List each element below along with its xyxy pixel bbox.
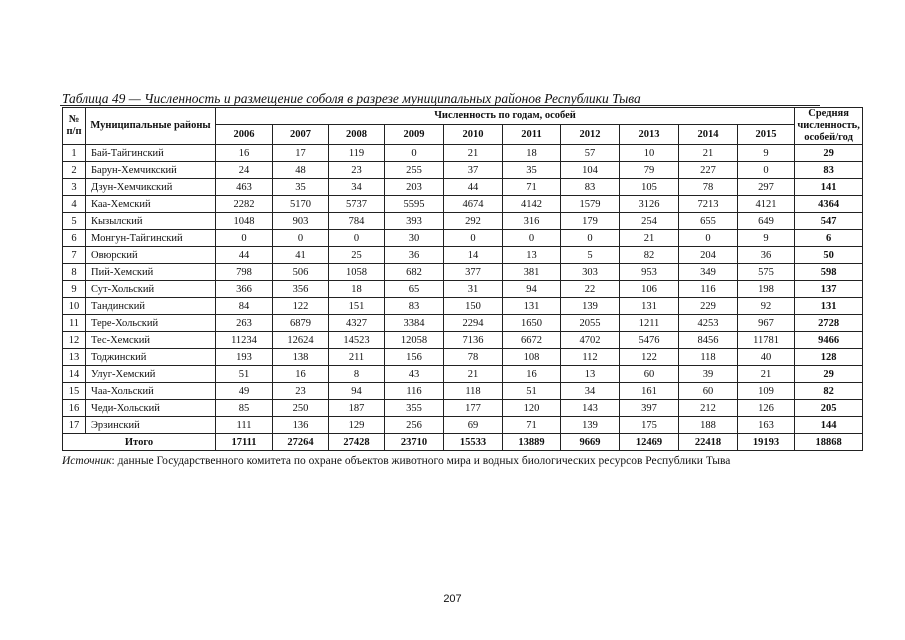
row-number-cell: 2 xyxy=(63,162,86,179)
year-value-cell: 798 xyxy=(216,264,273,281)
year-value-cell: 3126 xyxy=(620,196,679,213)
year-value-cell: 903 xyxy=(273,213,329,230)
total-value-cell: 27264 xyxy=(273,434,329,451)
year-value-cell: 297 xyxy=(738,179,795,196)
source-text: : данные Государственного комитета по охране объектов животного мира и водных биологических ресурсов Республики Тыва xyxy=(111,455,731,467)
header-year: 2006 xyxy=(216,125,273,145)
district-name-cell: Тере-Хольский xyxy=(86,315,216,332)
year-value-cell: 381 xyxy=(503,264,561,281)
year-value-cell: 21 xyxy=(444,366,503,383)
row-number-cell: 1 xyxy=(63,145,86,162)
year-value-cell: 393 xyxy=(385,213,444,230)
year-value-cell: 40 xyxy=(738,349,795,366)
year-value-cell: 5170 xyxy=(273,196,329,213)
year-value-cell: 179 xyxy=(561,213,620,230)
district-name-cell: Улуг-Хемский xyxy=(86,366,216,383)
total-value-cell: 23710 xyxy=(385,434,444,451)
source-note xyxy=(62,455,730,467)
year-value-cell: 21 xyxy=(738,366,795,383)
year-value-cell: 682 xyxy=(385,264,444,281)
year-value-cell: 44 xyxy=(444,179,503,196)
year-value-cell: 5 xyxy=(561,247,620,264)
year-value-cell: 17 xyxy=(273,145,329,162)
average-cell: 205 xyxy=(795,400,863,417)
year-value-cell: 2055 xyxy=(561,315,620,332)
year-value-cell: 11234 xyxy=(216,332,273,349)
year-value-cell: 4327 xyxy=(329,315,385,332)
table-row xyxy=(63,400,863,417)
year-value-cell: 18 xyxy=(329,281,385,298)
row-number-cell: 15 xyxy=(63,383,86,400)
year-value-cell: 139 xyxy=(561,298,620,315)
year-value-cell: 4674 xyxy=(444,196,503,213)
total-value-cell: 27428 xyxy=(329,434,385,451)
year-value-cell: 349 xyxy=(679,264,738,281)
table-row xyxy=(63,281,863,298)
year-value-cell: 355 xyxy=(385,400,444,417)
year-value-cell: 21 xyxy=(444,145,503,162)
year-value-cell: 193 xyxy=(216,349,273,366)
total-value-cell: 19193 xyxy=(738,434,795,451)
year-value-cell: 104 xyxy=(561,162,620,179)
row-number-cell: 17 xyxy=(63,417,86,434)
year-value-cell: 39 xyxy=(679,366,738,383)
table-row xyxy=(63,213,863,230)
year-value-cell: 36 xyxy=(385,247,444,264)
year-value-cell: 122 xyxy=(620,349,679,366)
year-value-cell: 1650 xyxy=(503,315,561,332)
year-value-cell: 36 xyxy=(738,247,795,264)
year-value-cell: 5737 xyxy=(329,196,385,213)
year-value-cell: 8 xyxy=(329,366,385,383)
row-number-cell: 8 xyxy=(63,264,86,281)
year-value-cell: 16 xyxy=(273,366,329,383)
year-value-cell: 49 xyxy=(216,383,273,400)
average-cell: 137 xyxy=(795,281,863,298)
row-number-cell: 6 xyxy=(63,230,86,247)
district-name-cell: Тандинский xyxy=(86,298,216,315)
year-value-cell: 0 xyxy=(385,145,444,162)
total-value-cell: 9669 xyxy=(561,434,620,451)
table-row xyxy=(63,247,863,264)
header-year: 2015 xyxy=(738,125,795,145)
table-row xyxy=(63,315,863,332)
header-year: 2007 xyxy=(273,125,329,145)
year-value-cell: 109 xyxy=(738,383,795,400)
year-value-cell: 151 xyxy=(329,298,385,315)
year-value-cell: 784 xyxy=(329,213,385,230)
year-value-cell: 37 xyxy=(444,162,503,179)
year-value-cell: 10 xyxy=(620,145,679,162)
total-label-cell: Итого xyxy=(63,434,216,451)
year-value-cell: 79 xyxy=(620,162,679,179)
district-name-cell: Сут-Хольский xyxy=(86,281,216,298)
year-value-cell: 163 xyxy=(738,417,795,434)
year-value-cell: 82 xyxy=(620,247,679,264)
year-value-cell: 0 xyxy=(329,230,385,247)
year-value-cell: 24 xyxy=(216,162,273,179)
district-name-cell: Каа-Хемский xyxy=(86,196,216,213)
year-value-cell: 250 xyxy=(273,400,329,417)
row-number-cell: 14 xyxy=(63,366,86,383)
page-number: 207 xyxy=(443,593,462,605)
year-value-cell: 211 xyxy=(329,349,385,366)
row-number-cell: 10 xyxy=(63,298,86,315)
year-value-cell: 3384 xyxy=(385,315,444,332)
row-number-cell: 9 xyxy=(63,281,86,298)
table-row xyxy=(63,383,863,400)
year-value-cell: 139 xyxy=(561,417,620,434)
table-row xyxy=(63,264,863,281)
year-value-cell: 71 xyxy=(503,417,561,434)
total-value-cell: 13889 xyxy=(503,434,561,451)
year-value-cell: 35 xyxy=(503,162,561,179)
year-value-cell: 9 xyxy=(738,145,795,162)
year-value-cell: 227 xyxy=(679,162,738,179)
year-value-cell: 57 xyxy=(561,145,620,162)
year-value-cell: 204 xyxy=(679,247,738,264)
year-value-cell: 34 xyxy=(561,383,620,400)
year-value-cell: 187 xyxy=(329,400,385,417)
year-value-cell: 11781 xyxy=(738,332,795,349)
year-value-cell: 649 xyxy=(738,213,795,230)
year-value-cell: 0 xyxy=(738,162,795,179)
year-value-cell: 16 xyxy=(503,366,561,383)
year-value-cell: 967 xyxy=(738,315,795,332)
average-cell: 9466 xyxy=(795,332,863,349)
year-value-cell: 2294 xyxy=(444,315,503,332)
year-value-cell: 131 xyxy=(503,298,561,315)
year-value-cell: 16 xyxy=(216,145,273,162)
year-value-cell: 575 xyxy=(738,264,795,281)
header-district: Муниципальные районы xyxy=(86,108,216,145)
year-value-cell: 60 xyxy=(679,383,738,400)
year-value-cell: 21 xyxy=(620,230,679,247)
header-year: 2012 xyxy=(561,125,620,145)
year-value-cell: 34 xyxy=(329,179,385,196)
year-value-cell: 188 xyxy=(679,417,738,434)
year-value-cell: 120 xyxy=(503,400,561,417)
year-value-cell: 4121 xyxy=(738,196,795,213)
district-name-cell: Чеди-Хольский xyxy=(86,400,216,417)
sable-population-table xyxy=(62,107,863,451)
district-name-cell: Дзун-Хемчикский xyxy=(86,179,216,196)
year-value-cell: 48 xyxy=(273,162,329,179)
year-value-cell: 5595 xyxy=(385,196,444,213)
header-year: 2010 xyxy=(444,125,503,145)
average-cell: 141 xyxy=(795,179,863,196)
year-value-cell: 22 xyxy=(561,281,620,298)
header-year: 2008 xyxy=(329,125,385,145)
year-value-cell: 198 xyxy=(738,281,795,298)
year-value-cell: 60 xyxy=(620,366,679,383)
year-value-cell: 156 xyxy=(385,349,444,366)
year-value-cell: 112 xyxy=(561,349,620,366)
year-value-cell: 143 xyxy=(561,400,620,417)
average-cell: 82 xyxy=(795,383,863,400)
year-value-cell: 25 xyxy=(329,247,385,264)
year-value-cell: 83 xyxy=(561,179,620,196)
year-value-cell: 94 xyxy=(503,281,561,298)
row-number-cell: 7 xyxy=(63,247,86,264)
district-name-cell: Тоджинский xyxy=(86,349,216,366)
header-years-group: Численность по годам, особей xyxy=(216,108,795,125)
year-value-cell: 116 xyxy=(679,281,738,298)
district-name-cell: Бай-Тайгинский xyxy=(86,145,216,162)
total-average-cell: 18868 xyxy=(795,434,863,451)
year-value-cell: 292 xyxy=(444,213,503,230)
year-value-cell: 116 xyxy=(385,383,444,400)
year-value-cell: 131 xyxy=(620,298,679,315)
year-value-cell: 0 xyxy=(503,230,561,247)
year-value-cell: 203 xyxy=(385,179,444,196)
table-row xyxy=(63,417,863,434)
year-value-cell: 35 xyxy=(273,179,329,196)
year-value-cell: 1211 xyxy=(620,315,679,332)
header-year: 2013 xyxy=(620,125,679,145)
year-value-cell: 71 xyxy=(503,179,561,196)
average-cell: 547 xyxy=(795,213,863,230)
year-value-cell: 21 xyxy=(679,145,738,162)
year-value-cell: 111 xyxy=(216,417,273,434)
table-row xyxy=(63,366,863,383)
row-number-cell: 12 xyxy=(63,332,86,349)
year-value-cell: 5476 xyxy=(620,332,679,349)
average-cell: 144 xyxy=(795,417,863,434)
year-value-cell: 7213 xyxy=(679,196,738,213)
average-cell: 2728 xyxy=(795,315,863,332)
header-year: 2009 xyxy=(385,125,444,145)
total-value-cell: 12469 xyxy=(620,434,679,451)
average-cell: 4364 xyxy=(795,196,863,213)
row-number-cell: 5 xyxy=(63,213,86,230)
average-cell: 83 xyxy=(795,162,863,179)
year-value-cell: 43 xyxy=(385,366,444,383)
year-value-cell: 14523 xyxy=(329,332,385,349)
year-value-cell: 377 xyxy=(444,264,503,281)
year-value-cell: 4142 xyxy=(503,196,561,213)
year-value-cell: 9 xyxy=(738,230,795,247)
header-row-top xyxy=(63,108,863,125)
year-value-cell: 1579 xyxy=(561,196,620,213)
year-value-cell: 105 xyxy=(620,179,679,196)
average-cell: 128 xyxy=(795,349,863,366)
year-value-cell: 177 xyxy=(444,400,503,417)
year-value-cell: 129 xyxy=(329,417,385,434)
row-number-cell: 4 xyxy=(63,196,86,213)
header-average: Средняя численность, особей/год xyxy=(795,108,863,145)
year-value-cell: 303 xyxy=(561,264,620,281)
header-number: № п/п xyxy=(63,108,86,145)
year-value-cell: 78 xyxy=(679,179,738,196)
year-value-cell: 0 xyxy=(273,230,329,247)
year-value-cell: 150 xyxy=(444,298,503,315)
year-value-cell: 175 xyxy=(620,417,679,434)
year-value-cell: 229 xyxy=(679,298,738,315)
year-value-cell: 13 xyxy=(503,247,561,264)
year-value-cell: 44 xyxy=(216,247,273,264)
year-value-cell: 65 xyxy=(385,281,444,298)
year-value-cell: 8456 xyxy=(679,332,738,349)
table-row xyxy=(63,298,863,315)
year-value-cell: 263 xyxy=(216,315,273,332)
year-value-cell: 92 xyxy=(738,298,795,315)
year-value-cell: 256 xyxy=(385,417,444,434)
average-cell: 29 xyxy=(795,145,863,162)
district-name-cell: Кызылский xyxy=(86,213,216,230)
average-cell: 598 xyxy=(795,264,863,281)
year-value-cell: 161 xyxy=(620,383,679,400)
year-value-cell: 118 xyxy=(679,349,738,366)
year-value-cell: 212 xyxy=(679,400,738,417)
source-label: Источник xyxy=(62,455,112,467)
average-cell: 131 xyxy=(795,298,863,315)
year-value-cell: 1048 xyxy=(216,213,273,230)
total-value-cell: 22418 xyxy=(679,434,738,451)
row-number-cell: 16 xyxy=(63,400,86,417)
year-value-cell: 2282 xyxy=(216,196,273,213)
total-row xyxy=(63,434,863,451)
year-value-cell: 31 xyxy=(444,281,503,298)
table-row xyxy=(63,230,863,247)
total-value-cell: 15533 xyxy=(444,434,503,451)
district-name-cell: Монгун-Тайгинский xyxy=(86,230,216,247)
year-value-cell: 316 xyxy=(503,213,561,230)
year-value-cell: 94 xyxy=(329,383,385,400)
year-value-cell: 366 xyxy=(216,281,273,298)
year-value-cell: 655 xyxy=(679,213,738,230)
year-value-cell: 118 xyxy=(444,383,503,400)
year-value-cell: 138 xyxy=(273,349,329,366)
average-cell: 6 xyxy=(795,230,863,247)
table-row xyxy=(63,145,863,162)
year-value-cell: 12624 xyxy=(273,332,329,349)
year-value-cell: 506 xyxy=(273,264,329,281)
table-row xyxy=(63,332,863,349)
district-name-cell: Чаа-Хольский xyxy=(86,383,216,400)
year-value-cell: 106 xyxy=(620,281,679,298)
year-value-cell: 254 xyxy=(620,213,679,230)
row-number-cell: 13 xyxy=(63,349,86,366)
header-year: 2014 xyxy=(679,125,738,145)
year-value-cell: 0 xyxy=(216,230,273,247)
district-name-cell: Овюрский xyxy=(86,247,216,264)
year-value-cell: 136 xyxy=(273,417,329,434)
average-cell: 50 xyxy=(795,247,863,264)
year-value-cell: 41 xyxy=(273,247,329,264)
year-value-cell: 0 xyxy=(679,230,738,247)
year-value-cell: 51 xyxy=(216,366,273,383)
year-value-cell: 126 xyxy=(738,400,795,417)
year-value-cell: 255 xyxy=(385,162,444,179)
total-value-cell: 17111 xyxy=(216,434,273,451)
year-value-cell: 953 xyxy=(620,264,679,281)
year-value-cell: 23 xyxy=(273,383,329,400)
year-value-cell: 122 xyxy=(273,298,329,315)
year-value-cell: 1058 xyxy=(329,264,385,281)
header-year: 2011 xyxy=(503,125,561,145)
year-value-cell: 397 xyxy=(620,400,679,417)
district-name-cell: Тес-Хемский xyxy=(86,332,216,349)
year-value-cell: 13 xyxy=(561,366,620,383)
year-value-cell: 78 xyxy=(444,349,503,366)
district-name-cell: Эрзинский xyxy=(86,417,216,434)
year-value-cell: 6672 xyxy=(503,332,561,349)
table-row xyxy=(63,196,863,213)
district-name-cell: Барун-Хемчикский xyxy=(86,162,216,179)
year-value-cell: 51 xyxy=(503,383,561,400)
year-value-cell: 119 xyxy=(329,145,385,162)
table-row xyxy=(63,179,863,196)
year-value-cell: 0 xyxy=(561,230,620,247)
table-row xyxy=(63,349,863,366)
caption-underline xyxy=(60,105,820,106)
average-cell: 29 xyxy=(795,366,863,383)
district-name-cell: Пий-Хемский xyxy=(86,264,216,281)
year-value-cell: 4702 xyxy=(561,332,620,349)
year-value-cell: 463 xyxy=(216,179,273,196)
table-row xyxy=(63,162,863,179)
caption-text: Таблица 49 — Численность и размещение соболя в разрезе муниципальных районов Республики Тыва xyxy=(62,91,641,106)
year-value-cell: 30 xyxy=(385,230,444,247)
year-value-cell: 84 xyxy=(216,298,273,315)
row-number-cell: 11 xyxy=(63,315,86,332)
year-value-cell: 108 xyxy=(503,349,561,366)
year-value-cell: 356 xyxy=(273,281,329,298)
year-value-cell: 7136 xyxy=(444,332,503,349)
table-body xyxy=(63,145,863,451)
year-value-cell: 18 xyxy=(503,145,561,162)
year-value-cell: 6879 xyxy=(273,315,329,332)
year-value-cell: 14 xyxy=(444,247,503,264)
year-value-cell: 69 xyxy=(444,417,503,434)
row-number-cell: 3 xyxy=(63,179,86,196)
year-value-cell: 23 xyxy=(329,162,385,179)
year-value-cell: 12058 xyxy=(385,332,444,349)
year-value-cell: 85 xyxy=(216,400,273,417)
year-value-cell: 0 xyxy=(444,230,503,247)
year-value-cell: 83 xyxy=(385,298,444,315)
year-value-cell: 4253 xyxy=(679,315,738,332)
